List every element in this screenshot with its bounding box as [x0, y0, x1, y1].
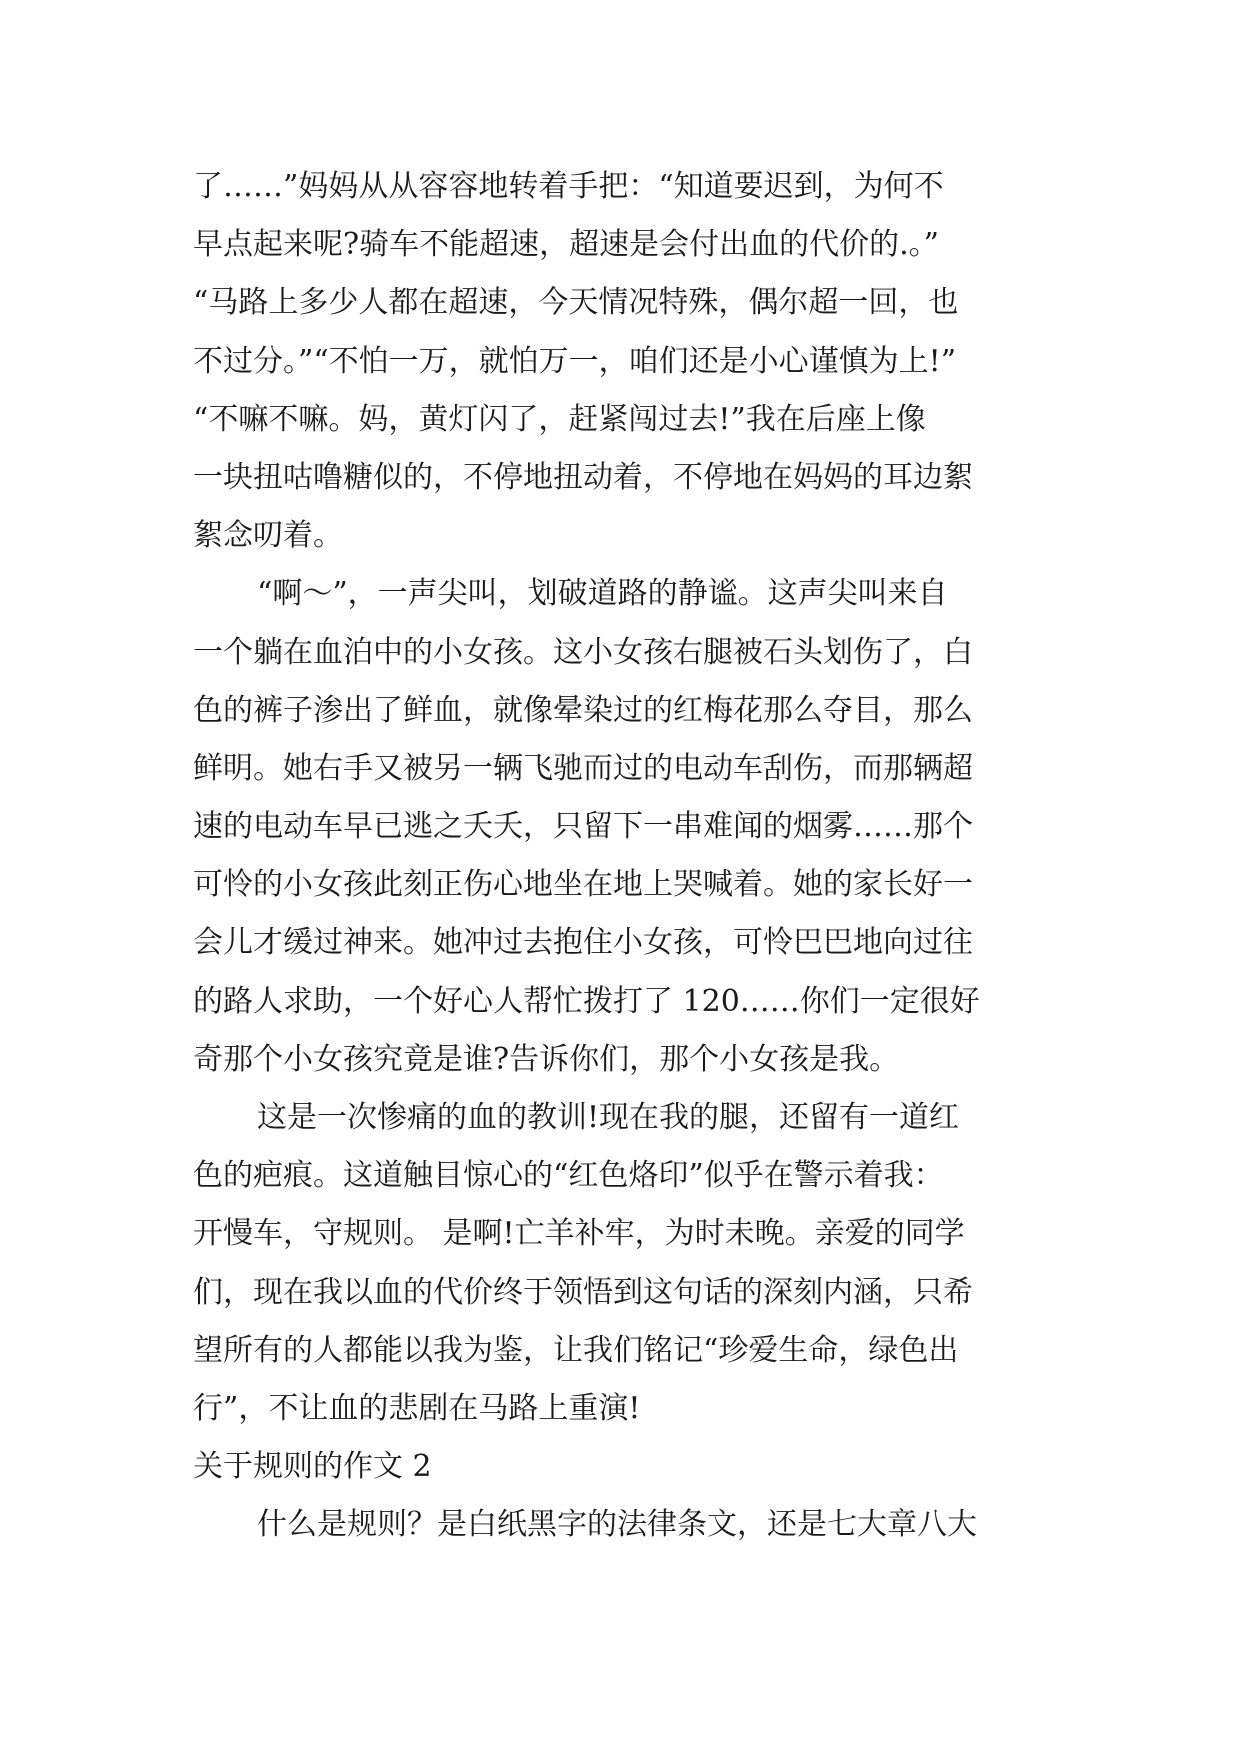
paragraph-start-line: 什么是规则？是白纸黑字的法律条文，还是七大章八大 — [257, 1507, 977, 1543]
text-line: 奇那个小女孩究竟是谁?告诉你们，那个小女孩是我。 — [193, 1041, 900, 1077]
text-line: 们，现在我以血的代价终于领悟到这句话的深刻内涵，只希 — [193, 1274, 973, 1310]
text-line: 色的裤子渗出了鲜血，就像晕染过的红梅花那么夺目，那么 — [193, 692, 973, 728]
section-heading: 关于规则的作文 2 — [193, 1449, 432, 1485]
text-line: 开慢车，守规则。 是啊!亡羊补牢，为时未晚。亲爱的同学 — [193, 1216, 965, 1252]
text-line: 可怜的小女孩此刻正伤心地坐在地上哭喊着。她的家长好一 — [193, 867, 973, 903]
text-line: 望所有的人都能以我为鉴，让我们铭记“珍爱生命，绿色出 — [193, 1332, 959, 1368]
text-line: 鲜明。她右手又被另一辆飞驰而过的电动车刮伤，而那辆超 — [193, 750, 973, 786]
text-line: 絮念叨着。 — [193, 518, 343, 554]
paragraph-start-line: “啊～”，一声尖叫，划破道路的静谧。这声尖叫来自 — [257, 576, 948, 612]
text-line: 行”，不让血的悲剧在马路上重演! — [193, 1390, 641, 1426]
text-line: 速的电动车早已逃之夭夭，只留下一串难闻的烟雾……那个 — [193, 809, 973, 845]
paragraph-start-line: 这是一次惨痛的血的教训!现在我的腿，还留有一道红 — [257, 1100, 960, 1135]
text-line: “不嘛不嘛。妈，黄灯闪了，赶紧闯过去!”我在后座上像 — [193, 401, 926, 437]
text-line: 的路人求助，一个好心人帮忙拨打了 120……你们一定很好 — [193, 983, 980, 1019]
text-line: 一个躺在血泊中的小女孩。这小女孩右腿被石头划伤了，白 — [193, 634, 973, 670]
text-line: 了……”妈妈从从容容地转着手把：“知道要迟到，为何不 — [193, 169, 944, 204]
text-line: 色的疤痕。这道触目惊心的“红色烙印”似乎在警示着我： — [193, 1158, 944, 1194]
text-line: 一块扭咕噜糖似的，不停地扭动着，不停地在妈妈的耳边絮 — [193, 459, 973, 495]
text-line: 早点起来呢?骑车不能超速，超速是会付出血的代价的.。” — [193, 227, 939, 263]
text-line: 不过分。”“不怕一万，就怕万一，咱们还是小心谨慎为上!” — [193, 343, 957, 379]
essay-text — [193, 158, 1053, 1555]
text-line: “马路上多少人都在超速，今天情况特殊，偶尔超一回，也 — [193, 285, 959, 321]
text-line: 会儿才缓过神来。她冲过去抱住小女孩，可怜巴巴地向过往 — [193, 925, 973, 961]
